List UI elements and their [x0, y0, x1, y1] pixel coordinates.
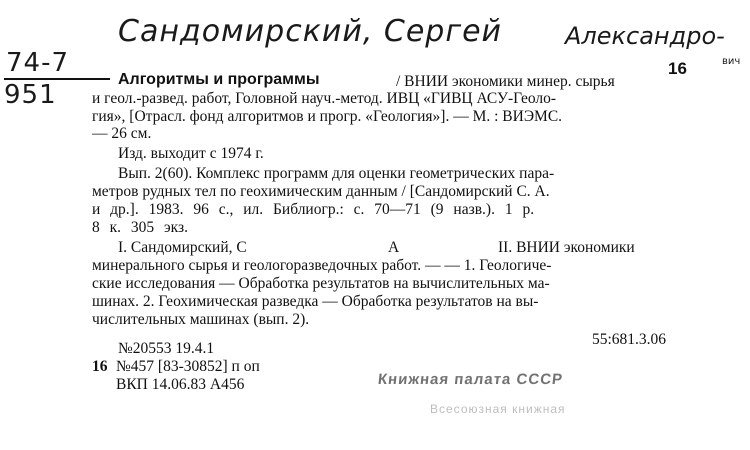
card-number-right: 16: [668, 59, 687, 78]
tracing-org: II. ВНИИ экономики: [498, 239, 635, 256]
shelf-mark-bottom: 951: [4, 80, 57, 110]
handwritten-author-name: Сандомирский, Сергей: [118, 14, 503, 49]
card-main-title: Алгоритмы и программы: [118, 71, 320, 88]
tracing-line-3: шинах. 2. Геохимическая разведка — Обработка результатов на вы-: [92, 293, 539, 310]
udc-code: 55:681.3.06: [592, 331, 667, 348]
card-line-issue-1: Вып. 2(60). Комплекс программ для оценки геометрических пара-: [118, 165, 555, 182]
tracing-line-4: числительных машинах (вып. 2).: [92, 311, 310, 328]
footer-line-3: ВКП 14.06.83 А456: [116, 376, 245, 393]
stamp-line-1: Книжная палата СССР: [377, 371, 564, 388]
handwritten-patronymic-suffix: вич: [722, 56, 741, 67]
tracing-author: I. Сандомирский, С: [118, 239, 247, 256]
card-line-issue-3: и др.]. 1983. 96 с., ил. Библиогр.: с. 70—71 (9 назв.). 1 р.: [92, 201, 535, 218]
footer-line-1: №20553 19.4.1: [118, 340, 215, 357]
card-line-size: — 26 см.: [92, 125, 152, 142]
card-line-issue-4: 8 к. 305 экз.: [92, 219, 189, 236]
footer-line-2-number: 16: [92, 358, 108, 375]
tracing-line-2: ские исследования — Обработка результатов на вычислительных ма-: [92, 275, 550, 292]
tracing-line-1: минерального сырья и геологоразведочных работ. — — 1. Геологиче-: [92, 257, 552, 274]
handwritten-patronymic: Александро-: [565, 22, 725, 50]
card-line-issued: Изд. выходит с 1974 г.: [118, 145, 264, 162]
shelf-mark-top: 74-7: [6, 48, 70, 78]
card-line-publisher: и геол.-развед. работ, Головной науч.-метод. ИВЦ «ГИВЦ АСУ-Геоло-: [92, 90, 557, 107]
card-line-series: гия», [Отрасл. фонд алгоритмов и прогр. «Геология»]. — М. : ВИЭМС.: [92, 108, 563, 125]
stamp-line-2: Всесоюзная книжная: [430, 402, 566, 416]
card-line-issue-2: метров рудных тел по геохимическим данным / [Сандомирский С. А.: [92, 183, 550, 200]
tracing-initial: А: [388, 239, 400, 256]
card-title-continuation: / ВНИИ экономики минер. сырья: [396, 73, 615, 90]
footer-line-2: №457 [83-30852] п оп: [116, 358, 260, 375]
